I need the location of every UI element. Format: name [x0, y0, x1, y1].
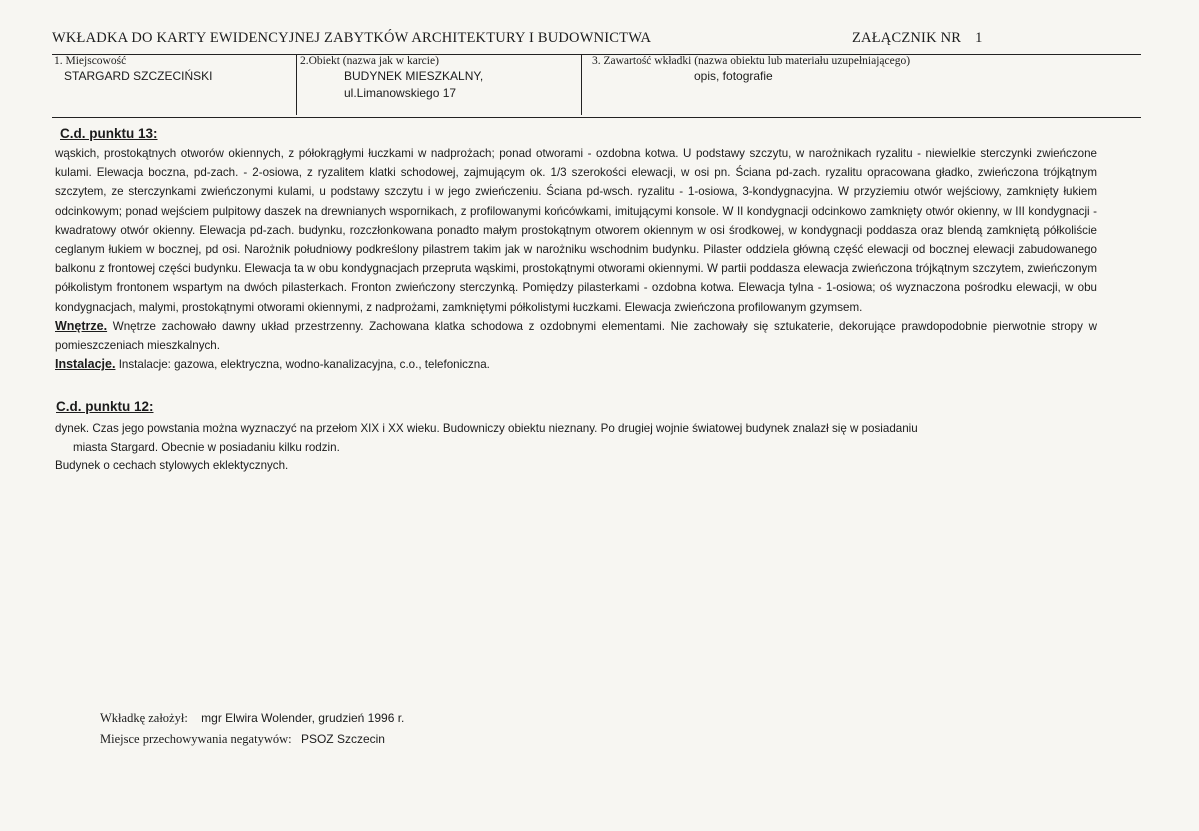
field-locality	[54, 55, 294, 115]
document-title: WKŁADKA DO KARTY EWIDENCYJNEJ ZABYTKÓW ARCHITEKTURY I BUDOWNICTWA	[52, 30, 652, 46]
footer-storage-label: Miejsce przechowywania negatywów:	[100, 732, 292, 746]
footer-storage-value: PSOZ Szczecin	[300, 732, 385, 746]
section-13-text	[55, 144, 1097, 374]
annex-number: 1	[975, 30, 983, 46]
footer-author	[100, 711, 404, 726]
footer-author-value: mgr Elwira Wolender, grudzień 1996 r.	[201, 711, 405, 725]
field-locality-value: STARGARD SZCZECIŃSKI	[64, 69, 213, 83]
footer-storage	[100, 732, 385, 747]
section-13-heading: C.d. punktu 13:	[60, 126, 158, 141]
section-13-body: wąskich, prostokątnych otworów okiennych, z półokrągłymi łuczkami w nadprożach; ponad otworami - ozdobna kotwa. U podstawy szczytu, w narożnikach ryzalitu - niewielkie sterczynki zwieńczone kulami. Elewacja boczna, pd-zach. - 2-osiowa, z ryzalitem klatki schodowej, zajmującym ok. 1/3 szerokości elewacji, w osi pn. Ściana pd-zach. ryzalitu opracowana gładko, zwieńczona trójkątnym szczytem, ze sterczynkami zwieńczonymi kulami, u podstawy szczytu i w jego zwieńczeniu. Ściana pd-wsch. ryzalitu - 1-osiowa, 3-kondygnacyjna. W przyziemiu otwór wejściowy, zamknięty łukiem odcinkowym; ponad wejściem pulpitowy daszek na drewnianych wspornikach, z profilowanymi końcówkami, imitującymi konsole. W II kondygnacji odcinkowo zamknięty otwór okienny, w III kondygnacji - kwadratowy otwór okienny. Elewacja pd-zach. budynku, rozczłonkowana ponadto małym prostokątnym otworem okiennym w osi środkowej, w kondygnacji poddasza oraz blendą zamkniętą półkoliście ceglanym łukiem w bocznej, pd osi. Narożnik południowy podkreślony pilastrem takim jak w narożniku wschodnim budynku. Pilaster oddziela główną część elewacji od bocznej elewacji zabudowanego balkonu z frontowej części budynku. Elewacja ta w obu kondygnacjach przepruta wąskimi, prostokątnymi otworami okiennymi. W partii poddasza elewacja zwieńczona trójkątnym szczytem, zwieńczonym półkolistym frontonem wspartym na dwóch pilasterkach. Fronton zwieńczony sterczynką. Pomiędzy pilasterkami - ozdobna kotwa. Elewacja tylna - 1-osiowa; oś wyznaczona pośrodku elewacji, w obu kondygnacjach, malymi, prostokątnymi otworami okiennymi, z nadprożami, zamkniętymi półkolistymi łuczkami. Elewacja zwieńczona profilowanym gzymsem.	[55, 147, 1097, 314]
document-header	[52, 30, 1142, 52]
field-contents-label: 3. Zawartość wkładki (nazwa obiektu lub materiału uzupełniającego)	[592, 55, 911, 67]
section-12-line-2: miasta Stargard. Obecnie w posiadaniu kilku rodzin.	[73, 441, 340, 454]
section-12-line-3: Budynek o cechach stylowych eklektycznych.	[55, 459, 289, 472]
section-12-line-1: dynek. Czas jego powstania można wyznaczyć na przełom XIX i XX wieku. Budowniczy obiektu nieznany. Po drugiej wojnie światowej budynek znalazł się w posiadaniu	[55, 422, 918, 435]
field-object-label: 2.Obiekt (nazwa jak w karcie)	[300, 55, 439, 67]
field-locality-label: 1. Miejscowość	[54, 55, 127, 67]
annex-label-text: ZAŁĄCZNIK NR	[852, 30, 962, 46]
field-object-value: BUDYNEK MIESZKALNY,	[344, 69, 484, 83]
bottom-rule	[52, 117, 1141, 118]
annex-label	[852, 30, 983, 47]
installations-label: Instalacje.	[55, 357, 116, 372]
installations-text: Instalacje: gazowa, elektryczna, wodno-kanalizacyjna, c.o., telefoniczna.	[118, 358, 490, 372]
field-divider-1	[296, 55, 297, 115]
interior-text: Wnętrze zachowało dawny układ przestrzenny. Zachowana klatka schodowa z ozdobnymi elementami. Nie zachowały się sztukaterie, dekorujące prawdopodobnie pierwotnie stropy w pomieszczeniach mieszkalnych.	[55, 319, 1097, 353]
section-12-heading: C.d. punktu 12:	[56, 399, 154, 414]
field-contents	[592, 55, 1132, 115]
field-contents-value: opis, fotografie	[694, 69, 773, 83]
field-object-address: ul.Limanowskiego 17	[344, 86, 457, 100]
interior-label: Wnętrze.	[55, 318, 108, 333]
field-divider-2	[581, 55, 582, 115]
footer-author-label: Wkładkę założył:	[100, 711, 188, 725]
field-object	[300, 55, 578, 115]
